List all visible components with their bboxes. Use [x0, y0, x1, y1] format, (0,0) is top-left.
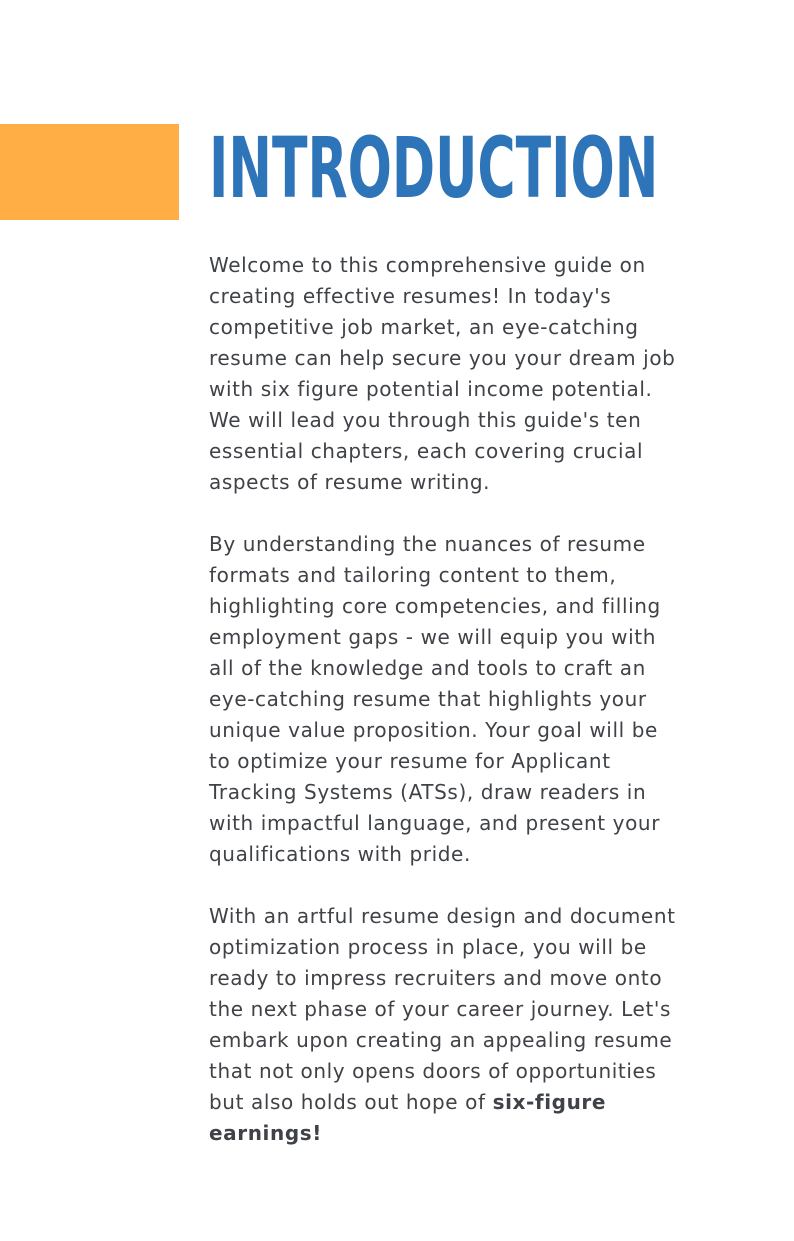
text-line: resume can help secure you your dream job	[209, 346, 676, 370]
text-line: With an artful resume design and document	[209, 904, 676, 928]
text-line: unique value proposition. Your goal will be	[209, 718, 658, 742]
bold-emphasis: six-figure	[492, 1090, 607, 1114]
paragraph-3	[209, 901, 749, 1149]
text-line: that not only opens doors of opportunities	[209, 1059, 657, 1083]
text-line: By understanding the nuances of resume	[209, 532, 646, 556]
text-line: competitive job market, an eye-catching	[209, 315, 639, 339]
text-line: but also holds out hope of	[209, 1090, 493, 1114]
text-line: eye-catching resume that highlights your	[209, 687, 647, 711]
text-line: creating effective resumes! In today's	[209, 284, 612, 308]
text-line: highlighting core competencies, and filling	[209, 594, 661, 618]
text-line: Welcome to this comprehensive guide on	[209, 253, 646, 277]
text-line: aspects of resume writing.	[209, 470, 491, 494]
text-line: embark upon creating an appealing resume	[209, 1028, 673, 1052]
text-line: ready to impress recruiters and move onto	[209, 966, 663, 990]
text-line: with six figure potential income potential.	[209, 377, 653, 401]
text-line: qualifications with pride.	[209, 842, 471, 866]
paragraph-1	[209, 250, 749, 498]
text-line: essential chapters, each covering crucial	[209, 439, 644, 463]
text-line: employment gaps - we will equip you with	[209, 625, 656, 649]
accent-bar	[0, 124, 179, 220]
text-line: We will lead you through this guide's ten	[209, 408, 642, 432]
text-line: all of the knowledge and tools to craft an	[209, 656, 646, 680]
text-line: with impactful language, and present your	[209, 811, 661, 835]
text-line: the next phase of your career journey. Let's	[209, 997, 672, 1021]
page-title: INTRODUCTION	[209, 119, 659, 217]
bold-emphasis: earnings!	[209, 1121, 322, 1145]
body-text	[209, 250, 749, 1149]
text-line: to optimize your resume for Applicant	[209, 749, 611, 773]
paragraph-2	[209, 529, 749, 870]
text-line: optimization process in place, you will be	[209, 935, 647, 959]
text-line: Tracking Systems (ATSs), draw readers in	[209, 780, 647, 804]
text-line: formats and tailoring content to them,	[209, 563, 617, 587]
